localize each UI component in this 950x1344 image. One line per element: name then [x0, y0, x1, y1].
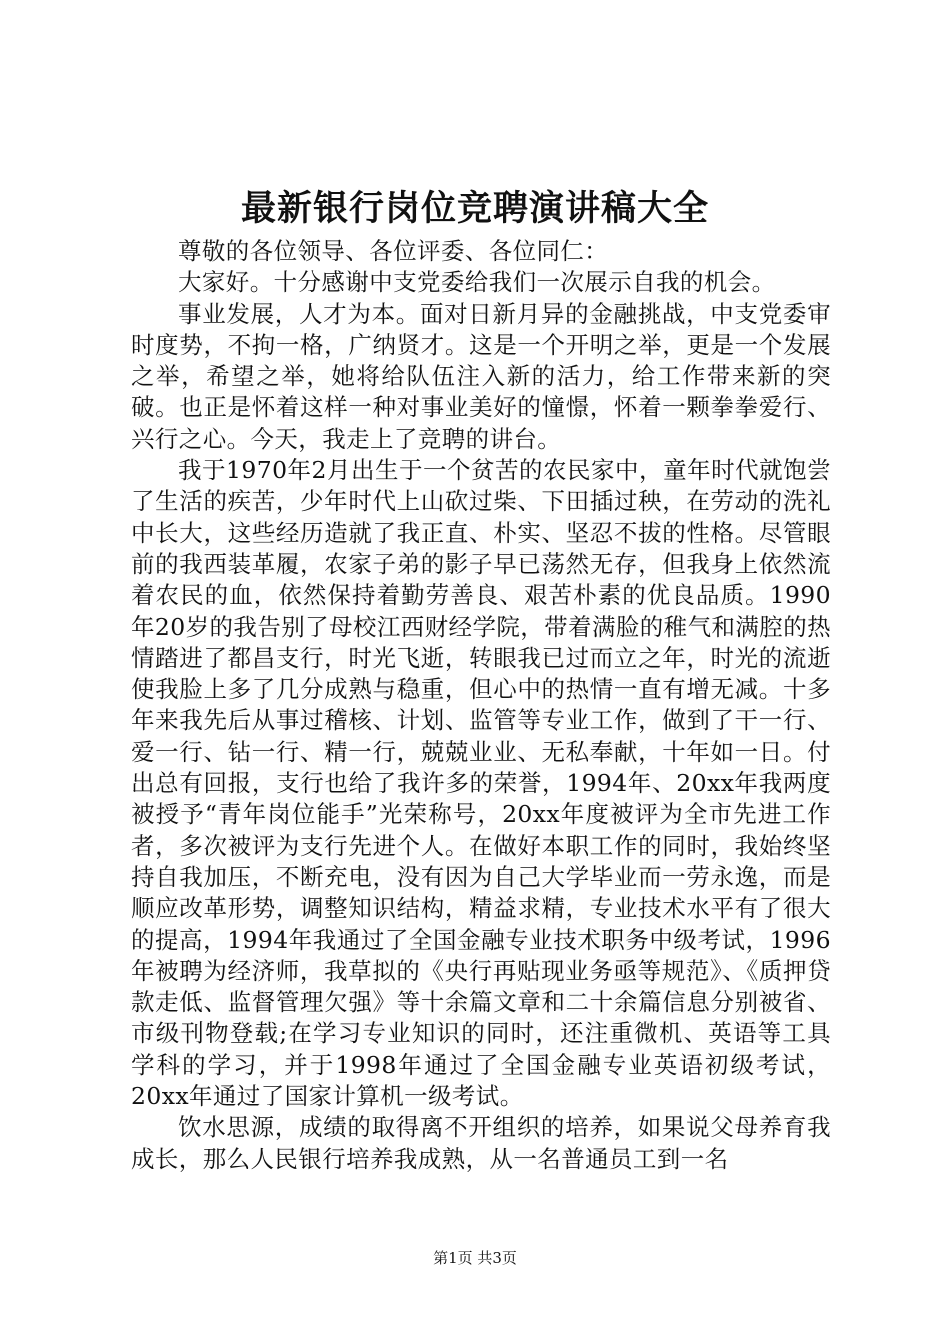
page-footer: 第1页 共3页	[433, 1249, 517, 1267]
salutation-paragraph: 尊敬的各位领导、各位评委、各位同仁：	[178, 237, 609, 265]
document-body	[131, 236, 831, 1175]
document-title: 最新银行岗位竞聘演讲稿大全	[240, 188, 709, 229]
greeting-paragraph: 大家好。十分感谢中支党委给我们一次展示自我的机会。	[178, 268, 776, 297]
body-paragraph: 事业发展，人才为本。面对日新月异的金融挑战，中支党委审时度势，不拘一格，广纳贤才。这是一个开明之举，更是一个发展之举，希望之举，她将给队伍注入新的活力，给工作带来新的突破。也正是怀着这样一种对事业美好的憧憬，怀着一颗拳拳爱行、兴行之心。今天，我走上了竞聘的讲台。	[131, 299, 831, 453]
body-paragraph: 饮水思源，成绩的取得离不开组织的培养，如果说父母养育我成长，那么人民银行培养我成熟，从一名普通员工到一名	[131, 1113, 831, 1173]
body-paragraph: 我于1970年2月出生于一个贫苦的农民家中，童年时代就饱尝了生活的疾苦，少年时代上山砍过柴、下田插过秧，在劳动的洗礼中长大，这些经历造就了我正直、朴实、坚忍不拔的性格。尽管眼前的我西装革履，农家子弟的影子早已荡然无存，但我身上依然流着农民的血，依然保持着勤劳善良、艰苦朴素的优良品质。1990年20岁的我告别了母校江西财经学院，带着满脸的稚气和满腔的热情踏进了都昌支行，时光飞逝，转眼我已过而立之年，时光的流逝使我脸上多了几分成熟与稳重，但心中的热情一直有增无减。十多年来我先后从事过稽核、计划、监管等专业工作，做到了干一行、爱一行、钻一行、精一行，兢兢业业、无私奉献，十年如一日。付出总有回报，支行也给了我许多的荣誉，1994年、20xx年我两度被授予“青年岗位能手”光荣称号，20xx年度被评为全市先进工作者，多次被评为支行先进个人。在做好本职工作的同时，我始终坚持自我加压，不断充电，没有因为自己大学毕业而一劳永逸，而是顺应改革形势，调整知识结构，精益求精，专业技术水平有了很大的提高，1994年我通过了全国金融专业技术职务中级考试，1996年被聘为经济师，我草拟的《央行再贴现业务亟等规范》、《质押贷款走低、监督管理欠强》等十余篇文章和二十余篇信息分别被省、市级刊物登载;在学习专业知识的同时，还注重微机、英语等工具学科的学习，并于1998年通过了全国金融专业英语初级考试，20xx年通过了国家计算机一级考试。	[131, 456, 831, 1111]
